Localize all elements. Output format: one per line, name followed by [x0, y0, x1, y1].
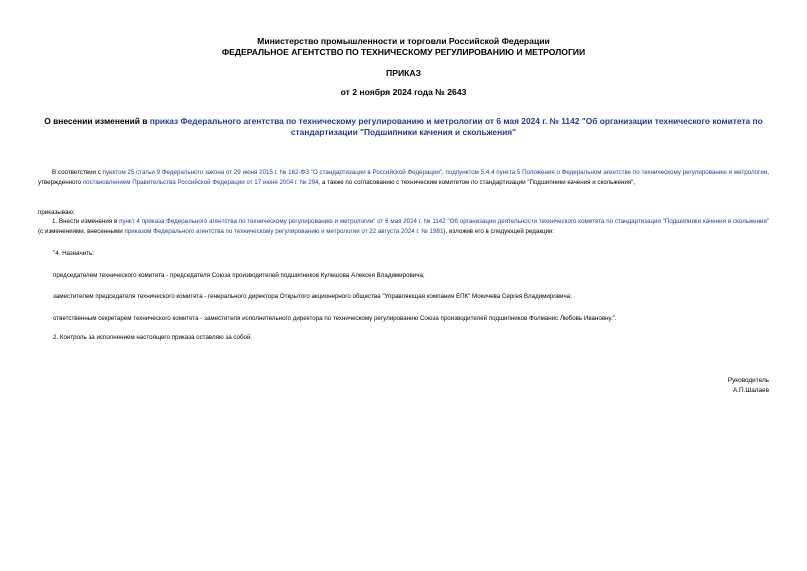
paragraph-control: 2. Контроль за исполнением настоящего приказа оставляю за собой.	[53, 334, 253, 341]
order-heading: ПРИКАЗ	[386, 68, 421, 78]
p2-text-a: 1. Внести изменения в	[52, 218, 120, 225]
p1-text-b: ,	[442, 169, 446, 176]
title-order-link[interactable]: приказ Федерального агентства по техническому регулированию и метрологии от 6 мая 2024 г. № 1142 "Об организации технического комитета по стандартизации "Подшипники качения и скольжения"	[149, 116, 763, 137]
p1-text-d: , а также по согласованию с техническим комитетом по стандартизации "Подшипники качения и скольжения",	[318, 179, 636, 186]
title-prefix: О внесении изменений в	[44, 116, 150, 126]
order-word: приказываю:	[38, 209, 75, 216]
paragraph-item-1	[38, 217, 769, 237]
order-1142-link[interactable]: пункт 4 приказа Федерального агентства по техническому регулированию и метрологии" от 6 мая 2024 г. № 1142 "Об организации деятельности технического комитета по стандартизации "Подшипники качения и скольжения"	[119, 218, 769, 225]
government-decree-link[interactable]: постановлением Правительства Российской Федерации от 17 июня 2004 г. № 294	[82, 179, 319, 186]
paragraph-deputy: заместителем председателя технического комитета - генерального директора Открытого акционерного общества "Управляющая компания ЕПК" Мокичева Сергея Владимировича;	[53, 293, 572, 300]
p1-text-a: В соответствии с	[52, 169, 103, 176]
order-date: от 2 ноября 2024 года № 2643	[340, 87, 467, 97]
signature-name: А.П.Шалаев	[732, 387, 769, 394]
order-1981-link[interactable]: приказом Федерального агентства по техническому регулированию и метрологии от 22 августа 2024 г. № 1981	[124, 228, 444, 235]
ministry-heading: Министерство промышленности и торговли Российской Федерации	[257, 36, 550, 46]
regulation-link[interactable]: подпунктом 5.4.4 пункта 5 Положения о Федеральном агентстве по техническому регулированию и метрологии	[445, 169, 768, 176]
paragraph-secretary: ответственным секретарем технического комитета - заместителя исполнительного директора по техническому регулированию Союза производителей подшипников Фолманис Любовь Ивановну.".	[53, 315, 617, 322]
paragraph-chairman: председателем технического комитета - председателя Союза производителей подшипников Кулешова Алексея Владимировича;	[53, 272, 425, 279]
p1-text-c: , утвержденного	[38, 169, 769, 186]
paragraph-basis	[38, 168, 769, 188]
law-162-link[interactable]: пунктом 25 статьи 9 Федерального закона от 29 июня 2015 г. № 162-ФЗ "О стандартизации в Российской Федерации"	[102, 169, 443, 176]
signature-role: Руководитель	[727, 377, 769, 384]
p2-text-c: ), изложив его в следующей редакции:	[443, 228, 555, 235]
p2-text-b: (с изменениями, внесенными	[38, 228, 125, 235]
agency-heading: ФЕДЕРАЛЬНОЕ АГЕНТСТВО ПО ТЕХНИЧЕСКОМУ РЕГУЛИРОВАНИЮ И МЕТРОЛОГИИ	[221, 47, 586, 57]
document-title	[38, 116, 769, 138]
paragraph-appoint: "4. Назначить:	[53, 250, 94, 257]
